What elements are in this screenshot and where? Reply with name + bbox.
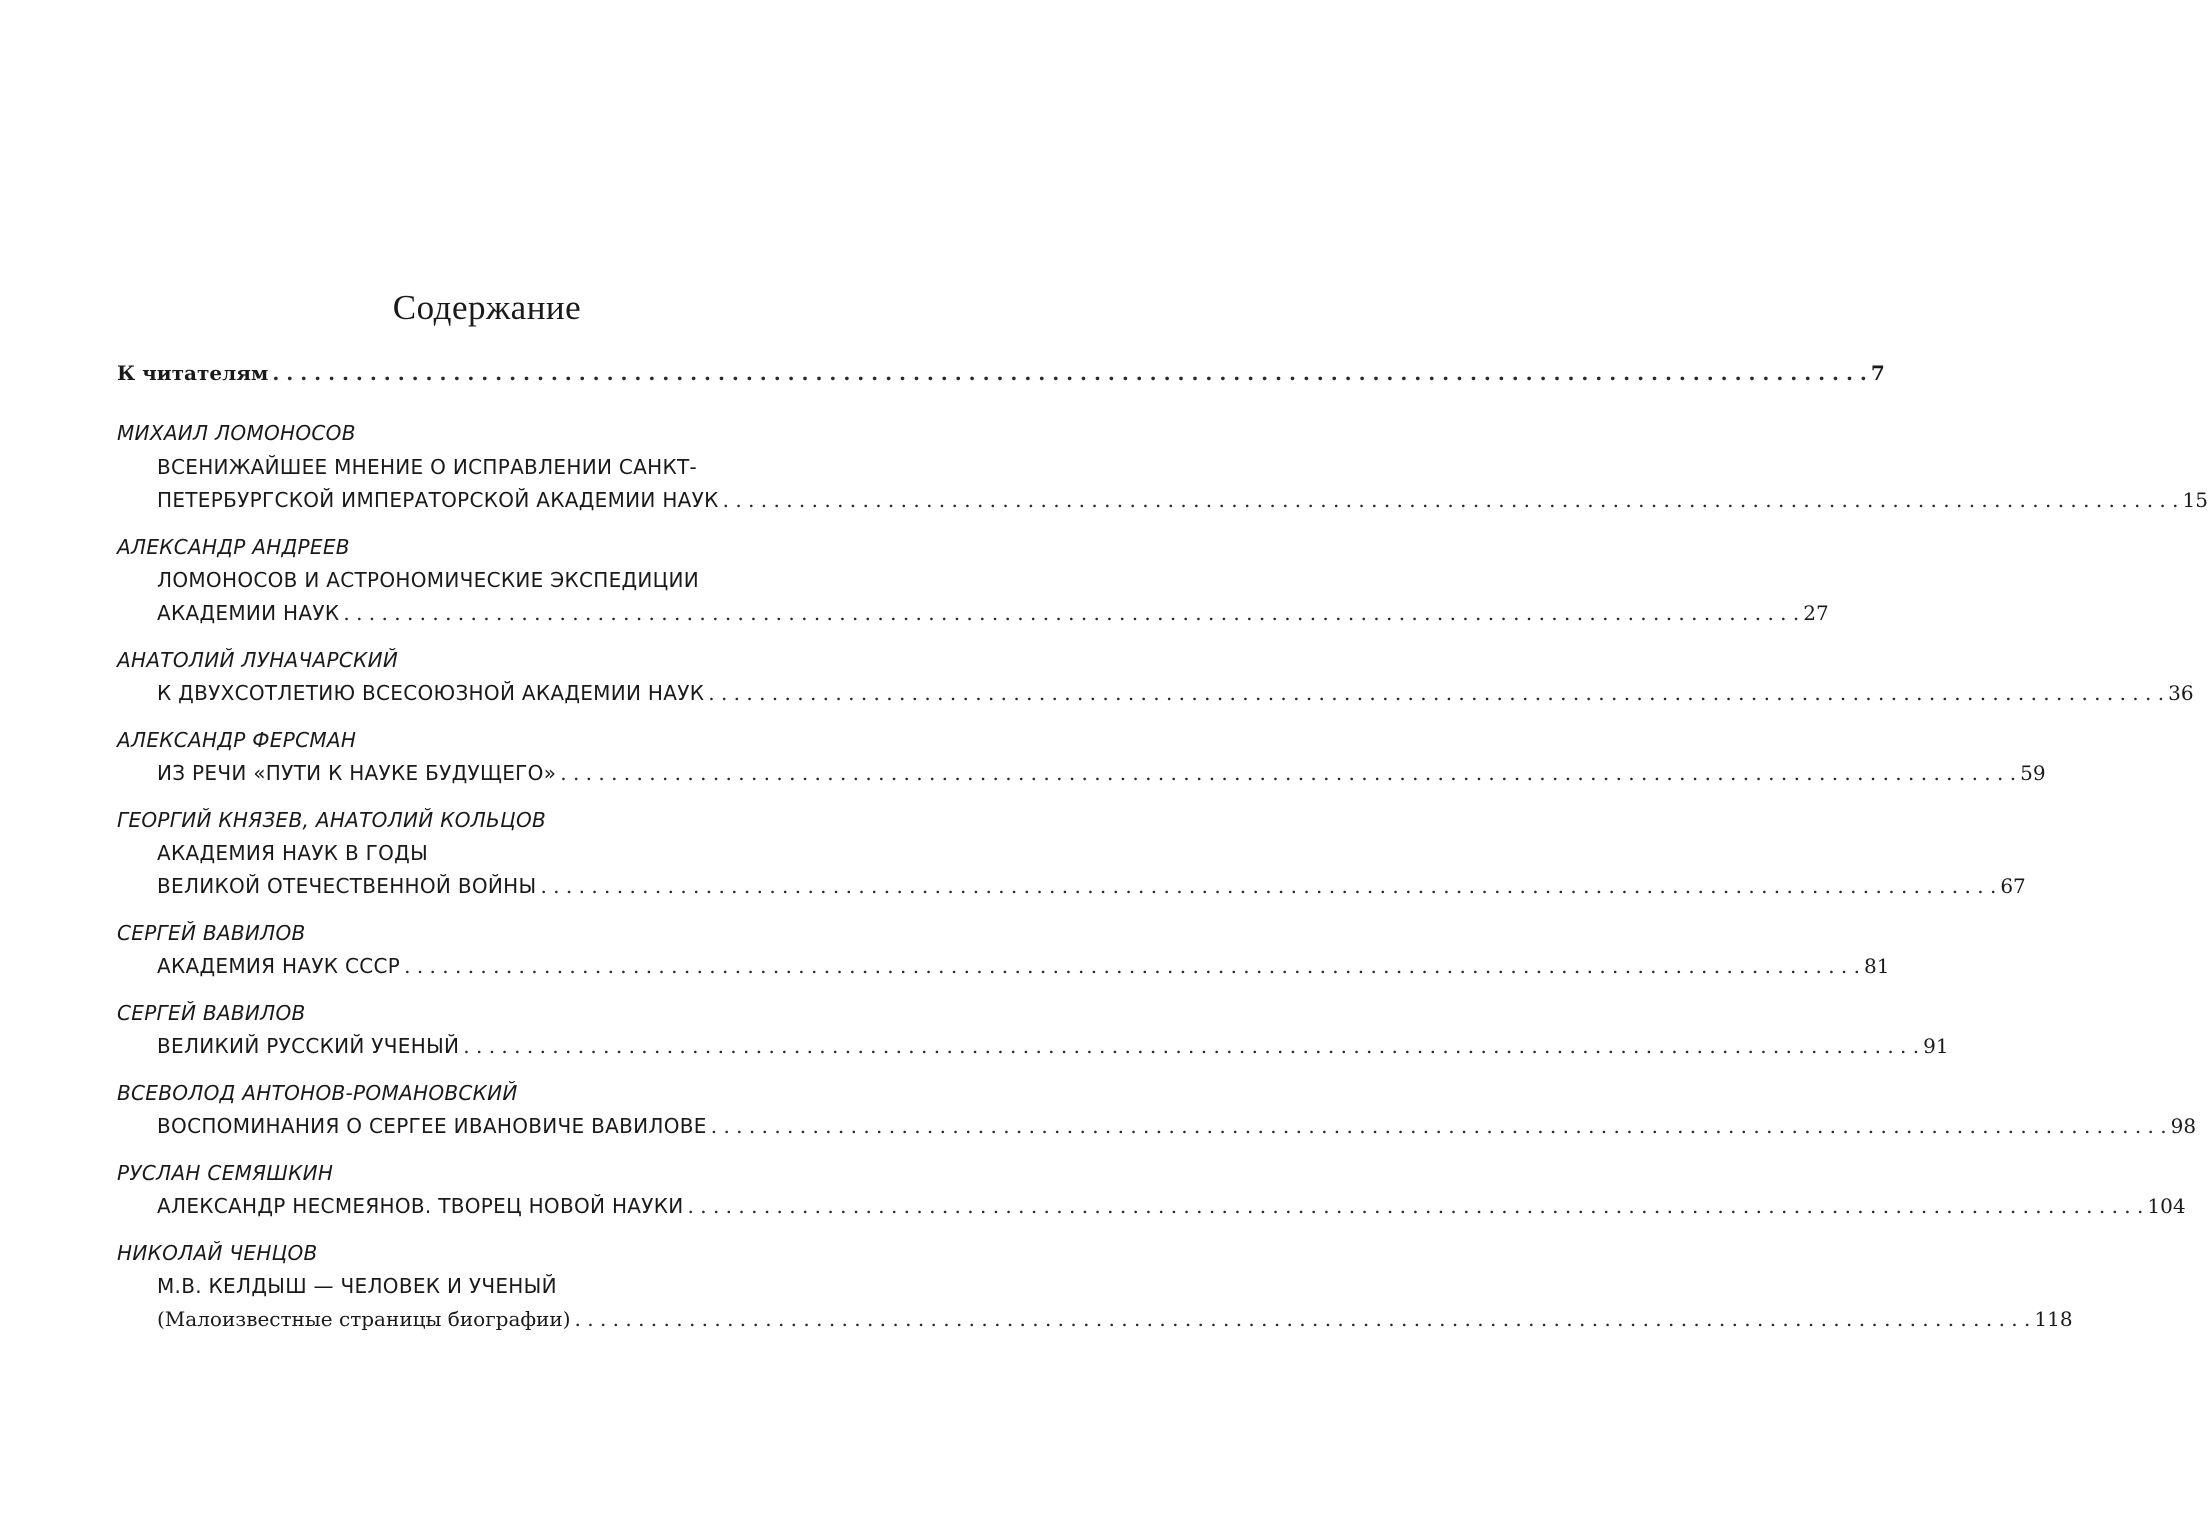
toc-author: АЛЕКСАНДР ФЕРСМАН — [117, 728, 357, 752]
toc-title-text: АКАДЕМИЯ НАУК СССР — [157, 954, 401, 978]
toc-author: НИКОЛАЙ ЧЕНЦОВ — [117, 1241, 318, 1265]
toc-author: МИХАИЛ ЛОМОНОСОВ — [117, 421, 356, 445]
toc-title-line[interactable]: М.В. КЕЛДЫШ — ЧЕЛОВЕК И УЧЕНЫЙ — [157, 1274, 557, 1298]
page-number: 81 — [1863, 954, 1890, 978]
toc-author: РУСЛАН СЕМЯШКИН — [117, 1161, 334, 1185]
toc-title-text: ИЗ РЕЧИ «ПУТИ К НАУКЕ БУДУЩЕГО» — [157, 761, 557, 785]
dot-leader: . . . . . . . . . . . . . . . . . . . . . . . . . . . . . . . . . . . . . . . . . . . . . . . . . . . . . . . . . . . . . . . . . . . . . . . . . . . . . . . . . . . . . . . . . . . . . . . . . . . . . . . . . . . . . . . . . . . — [463, 1034, 1920, 1058]
toc-title-text: К ДВУХСОТЛЕТИЮ ВСЕСОЮЗНОЙ АКАДЕМИИ НАУК — [157, 681, 705, 705]
dot-leader: . . . . . . . . . . . . . . . . . . . . . . . . . . . . . . . . . . . . . . . . . . . . . . . . . . . . . . . . . . . . . . . . . . . . . . . . . . . . . . . . . . . . . . . . . . . . . . . . . . . . . . . . . . . . . . . . . . . — [708, 681, 2165, 705]
dot-leader: . . . . . . . . . . . . . . . . . . . . . . . . . . . . . . . . . . . . . . . . . . . . . . . . . . . . . . . . . . . . . . . . . . . . . . . . . . . . . . . . . . . . . . . . . . . . . . . . . . . . . . . . . . . . . . . . . . . — [687, 1194, 2144, 1218]
toc-title-line-last[interactable] — [157, 756, 2046, 790]
toc-author: СЕРГЕЙ ВАВИЛОВ — [117, 921, 306, 945]
toc-title-text: ВОСПОМИНАНИЯ О СЕРГЕЕ ИВАНОВИЧЕ ВАВИЛОВЕ — [157, 1114, 707, 1138]
toc-title-line-last[interactable] — [157, 676, 2194, 710]
toc-title-text: ПЕТЕРБУРГСКОЙ ИМПЕРАТОРСКОЙ АКАДЕМИИ НАУК — [157, 488, 719, 512]
toc-title-line[interactable]: АКАДЕМИЯ НАУК В ГОДЫ — [157, 841, 429, 865]
page-number: 27 — [1803, 601, 1829, 625]
toc-title-line[interactable]: ЛОМОНОСОВ И АСТРОНОМИЧЕСКИЕ ЭКСПЕДИЦИИ — [157, 568, 700, 592]
dot-leader: . . . . . . . . . . . . . . . . . . . . . . . . . . . . . . . . . . . . . . . . . . . . . . . . . . . . . . . . . . . . . . . . . . . . . . . . . . . . . . . . . . . . . . . . . . . . . . . . . . . . . . . . . . . . . . . . . . . — [574, 1307, 2031, 1331]
toc-title-line-last[interactable] — [157, 1109, 2197, 1143]
page-title: Содержание — [392, 288, 582, 327]
toc-title-line-last[interactable] — [157, 869, 2026, 903]
toc-title-text: ВЕЛИКИЙ РУССКИЙ УЧЕНЫЙ — [157, 1034, 460, 1058]
page-number: 118 — [2034, 1307, 2073, 1331]
toc-title-line-last[interactable] — [157, 1029, 1949, 1063]
dot-leader: . . . . . . . . . . . . . . . . . . . . . . . . . . . . . . . . . . . . . . . . . . . . . . . . . . . . . . . . . . . . . . . . . . . . . . . . . . . . . . . . . . . . . . . . . . . . . . . . . . . . . . . . . . . . . . . . . . . — [272, 361, 1867, 385]
dot-leader: . . . . . . . . . . . . . . . . . . . . . . . . . . . . . . . . . . . . . . . . . . . . . . . . . . . . . . . . . . . . . . . . . . . . . . . . . . . . . . . . . . . . . . . . . . . . . . . . . . . . . . . . . . . . . . . . . . . — [540, 874, 1997, 898]
page-number: 104 — [2147, 1194, 2186, 1218]
toc-title-line-last[interactable] — [157, 596, 1829, 630]
dot-leader: . . . . . . . . . . . . . . . . . . . . . . . . . . . . . . . . . . . . . . . . . . . . . . . . . . . . . . . . . . . . . . . . . . . . . . . . . . . . . . . . . . . . . . . . . . . . . . . . . . . . . . . . . . . . . . . . . . . — [404, 954, 1860, 978]
toc-entry-label: К читателям — [117, 361, 269, 385]
toc-title-text: ВЕЛИКОЙ ОТЕЧЕСТВЕННОЙ ВОЙНЫ — [157, 874, 537, 898]
page-number: 15 — [2182, 488, 2208, 512]
page-number: 7 — [1870, 361, 1885, 385]
toc-author: СЕРГЕЙ ВАВИЛОВ — [117, 1001, 306, 1025]
toc-title-text: АКАДЕМИИ НАУК — [157, 601, 340, 625]
page-number: 59 — [2020, 761, 2046, 785]
dot-leader: . . . . . . . . . . . . . . . . . . . . . . . . . . . . . . . . . . . . . . . . . . . . . . . . . . . . . . . . . . . . . . . . . . . . . . . . . . . . . . . . . . . . . . . . . . . . . . . . . . . . . . . . . . . . . . . . . . . — [722, 488, 2179, 512]
page-number: 67 — [2000, 874, 2026, 898]
toc-title-line[interactable]: ВСЕНИЖАЙШЕЕ МНЕНИЕ О ИСПРАВЛЕНИИ САНКТ- — [157, 455, 697, 479]
dot-leader: . . . . . . . . . . . . . . . . . . . . . . . . . . . . . . . . . . . . . . . . . . . . . . . . . . . . . . . . . . . . . . . . . . . . . . . . . . . . . . . . . . . . . . . . . . . . . . . . . . . . . . . . . . . . . . . . . . . — [560, 761, 2017, 785]
toc-author: АЛЕКСАНДР АНДРЕЕВ — [117, 535, 350, 559]
toc-title-line-last[interactable] — [157, 1302, 2073, 1336]
toc-author: ВСЕВОЛОД АНТОНОВ-РОМАНОВСКИЙ — [117, 1081, 518, 1105]
toc-author: АНАТОЛИЙ ЛУНАЧАРСКИЙ — [117, 648, 399, 672]
dot-leader: . . . . . . . . . . . . . . . . . . . . . . . . . . . . . . . . . . . . . . . . . . . . . . . . . . . . . . . . . . . . . . . . . . . . . . . . . . . . . . . . . . . . . . . . . . . . . . . . . . . . . . . . . . . . . . . . . . . — [343, 601, 1800, 625]
toc-title-line-last[interactable] — [157, 949, 1890, 983]
toc-author: ГЕОРГИЙ КНЯЗЕВ, АНАТОЛИЙ КОЛЬЦОВ — [117, 808, 547, 832]
page-number: 91 — [1923, 1034, 1949, 1058]
toc-title-line-last[interactable] — [157, 483, 2208, 517]
dot-leader: . . . . . . . . . . . . . . . . . . . . . . . . . . . . . . . . . . . . . . . . . . . . . . . . . . . . . . . . . . . . . . . . . . . . . . . . . . . . . . . . . . . . . . . . . . . . . . . . . . . . . . . . . . . . . . . . . . . — [710, 1114, 2167, 1138]
page-number: 36 — [2168, 681, 2194, 705]
page-number: 98 — [2170, 1114, 2197, 1138]
toc-title-text: (Малоизвестные страницы биографии) — [157, 1307, 571, 1331]
toc-entry-intro[interactable] — [117, 356, 1885, 390]
toc-title-text: АЛЕКСАНДР НЕСМЕЯНОВ. ТВОРЕЦ НОВОЙ НАУКИ — [157, 1194, 684, 1218]
toc-title-line-last[interactable] — [157, 1189, 2186, 1223]
